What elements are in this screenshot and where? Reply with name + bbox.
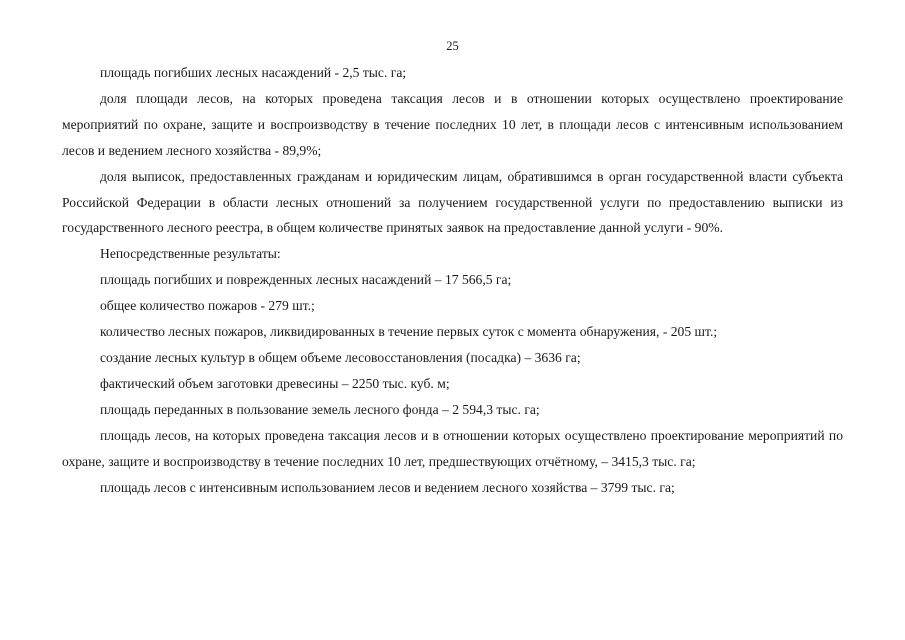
paragraph-damaged-plantations-area: площадь погибших и поврежденных лесных насаждений – 17 566,5 га; (100, 272, 512, 288)
paragraph-dead-plantations-area: площадь погибших лесных насаждений - 2,5 тыс. га; (100, 65, 407, 80)
document-body (62, 60, 843, 500)
page-number: 25 (446, 39, 459, 53)
paragraph-fires-liquidated-first-day: количество лесных пожаров, ликвидированных в течение первых суток с момента обнаружения, - 205 шт.; (100, 324, 718, 340)
paragraph-forest-cultures-planting: создание лесных культур в общем объеме лесовосстановления (посадка) – 3636 га; (100, 349, 581, 365)
paragraph-total-fires: общее количество пожаров - 279 шт.; (100, 298, 315, 314)
paragraph-timber-harvest-volume: фактический объем заготовки древесины – 2250 тыс. куб. м; (100, 375, 450, 391)
paragraph-registry-extracts-share: доля выписок, предоставленных гражданам и юридическим лицам, обратившимся в орган государственной власти субъекта Российской Федерации в области лесных отношений за получением государственной услуги по предоставлению выписки из государственного лесного реестра, в общем количестве принятых заявок на предоставление данной услуги - 90%. (62, 168, 843, 236)
paragraph-taxation-share: доля площади лесов, на которых проведена таксация лесов и в отношении которых осуществлено проектирование мероприятий по охране, защите и воспроизводству в течение последних 10 лет, в площади лесов с интенсивным использованием лесов и ведением лесного хозяйства - 89,9%; (62, 90, 843, 158)
paragraph-intensive-use-area: площадь лесов с интенсивным использованием лесов и ведением лесного хозяйства – 3799 тыс. га; (100, 479, 675, 495)
paragraph-direct-results-heading: Непосредственные результаты: (100, 246, 281, 262)
paragraph-transferred-lands-area: площадь переданных в пользование земель лесного фонда – 2 594,3 тыс. га; (100, 401, 540, 417)
paragraph-taxation-area: площадь лесов, на которых проведена таксация лесов и в отношении которых осуществлено проектирование мероприятий по охране, защите и воспроизводству в течение последних 10 лет, предшествующих отчётному, – 3415,3 тыс. га; (62, 427, 843, 469)
